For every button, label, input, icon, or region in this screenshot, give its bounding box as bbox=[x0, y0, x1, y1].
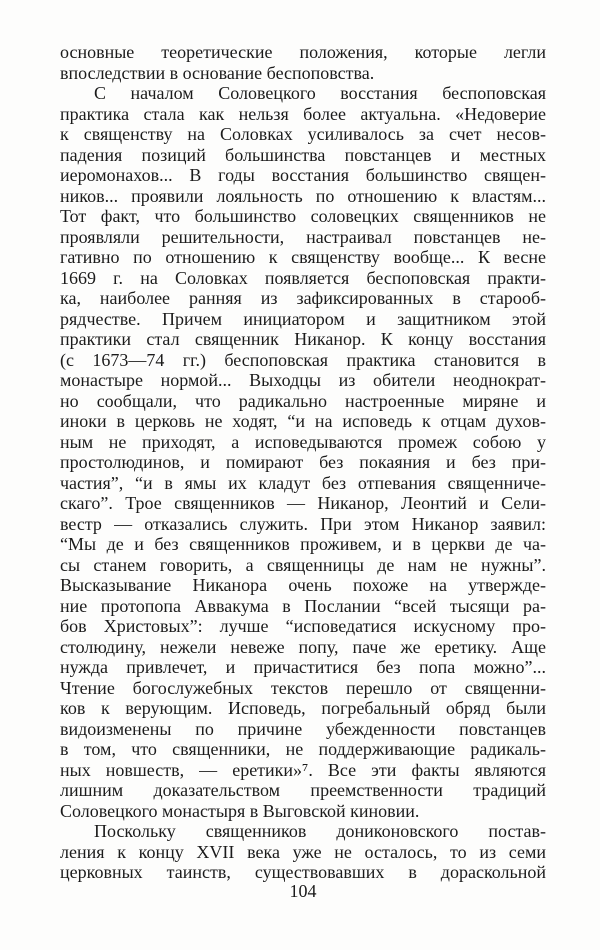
text-line: рядчестве. Причем инициатором и защитником этой bbox=[60, 308, 546, 329]
text-line: падения позиций большинства повстанцев и местных bbox=[60, 144, 546, 165]
text-line: Чтение богослужебных текстов перешло от священни- bbox=[60, 677, 546, 698]
text-line: церковных таинств, существовавших в дораскольной bbox=[60, 862, 546, 882]
text-line: ным не приходят, а исповедываются промеж собою у bbox=[60, 431, 546, 452]
text-line: видоизменены по причине убежденности повстанцев bbox=[60, 718, 546, 739]
text-line: 1669 г. на Соловках появляется беспоповская практи- bbox=[60, 267, 546, 288]
text-line: скаго”. Трое священников — Никанор, Леонтий и Сели- bbox=[60, 493, 546, 513]
text-line: ления к концу XVII века уже не осталось, то из семи bbox=[60, 841, 546, 862]
text-line: С началом Соловецкого восстания беспоповская bbox=[94, 83, 546, 103]
text-line: частия”, “и в ямы их кладут без отпевания священниче- bbox=[60, 472, 546, 493]
text-line: впоследствии в основание беспоповства. bbox=[60, 62, 375, 83]
text-line: вестр — отказались служить. При этом Никанор заявил: bbox=[60, 513, 546, 534]
text-line: столюдину, нежели невеже попу, паче же еретику. Аще bbox=[60, 636, 546, 657]
text-line: ков к верующим. Исповедь, погребальный обряд были bbox=[60, 698, 546, 718]
text-line: ние протопопа Аввакума в Послании “всей тысящи ра- bbox=[60, 595, 546, 616]
text-line: монастыре нормой... Выходцы из обители неоднократ- bbox=[60, 370, 546, 390]
text-line: Высказывание Никанора очень похоже на утвержде- bbox=[60, 575, 546, 595]
text-block bbox=[60, 42, 546, 883]
text-line: ка, наиболее ранняя из зафиксированных в старооб- bbox=[60, 288, 546, 308]
text-line: к священству на Соловках усиливалось за счет несов- bbox=[60, 124, 546, 144]
text-line: ников... проявили лояльность по отношению к властям... bbox=[60, 185, 546, 206]
text-line: Соловецкого монастыря в Выговской киновии. bbox=[60, 800, 420, 821]
text-line: иеромонахов... В годы восстания большинство священ- bbox=[60, 165, 546, 185]
text-line: в том, что священники, не поддерживающие радикаль- bbox=[60, 739, 546, 759]
text-line: сы станем говорить, а священницы де нам не нужны”. bbox=[60, 554, 546, 575]
text-line: простолюдинов, и помирают без покаяния и без при- bbox=[60, 452, 546, 472]
text-line: Поскольку священников дониконовского постав- bbox=[94, 821, 546, 841]
text-line: Тот факт, что большинство соловецких священников не bbox=[60, 206, 546, 226]
text-line: бов Христовых”: лучше “исповедатися искусному про- bbox=[60, 616, 546, 636]
text-line: основные теоретические положения, которые легли bbox=[60, 42, 546, 62]
text-line: практики стал священник Никанор. К концу восстания bbox=[60, 329, 546, 349]
text-line: (с 1673—74 гг.) беспоповская практика становится в bbox=[60, 349, 546, 370]
text-line: но сообщали, что радикально настроенные миряне и bbox=[60, 390, 546, 411]
text-line: нужда привлечет, и причаститися без попа можно”... bbox=[60, 657, 546, 677]
text-line: лишним доказательством преемственности традиций bbox=[60, 780, 546, 800]
text-line: проявляли решительности, настраивал повстанцев не- bbox=[60, 226, 546, 247]
text-line: “Мы де и без священников проживем, и в церкви де ча- bbox=[60, 534, 546, 554]
text-line: гативно по отношению к священству вообще... К весне bbox=[60, 247, 546, 267]
text-line: практика стала как нельзя более актуальна. «Недоверие bbox=[60, 103, 546, 124]
page-number: 104 bbox=[289, 881, 317, 901]
text-line: иноки в церковь не ходят, “и на исповедь к отцам духов- bbox=[60, 411, 546, 431]
text-line: ных новшеств, — еретики»⁷. Все эти факты являются bbox=[60, 759, 546, 780]
